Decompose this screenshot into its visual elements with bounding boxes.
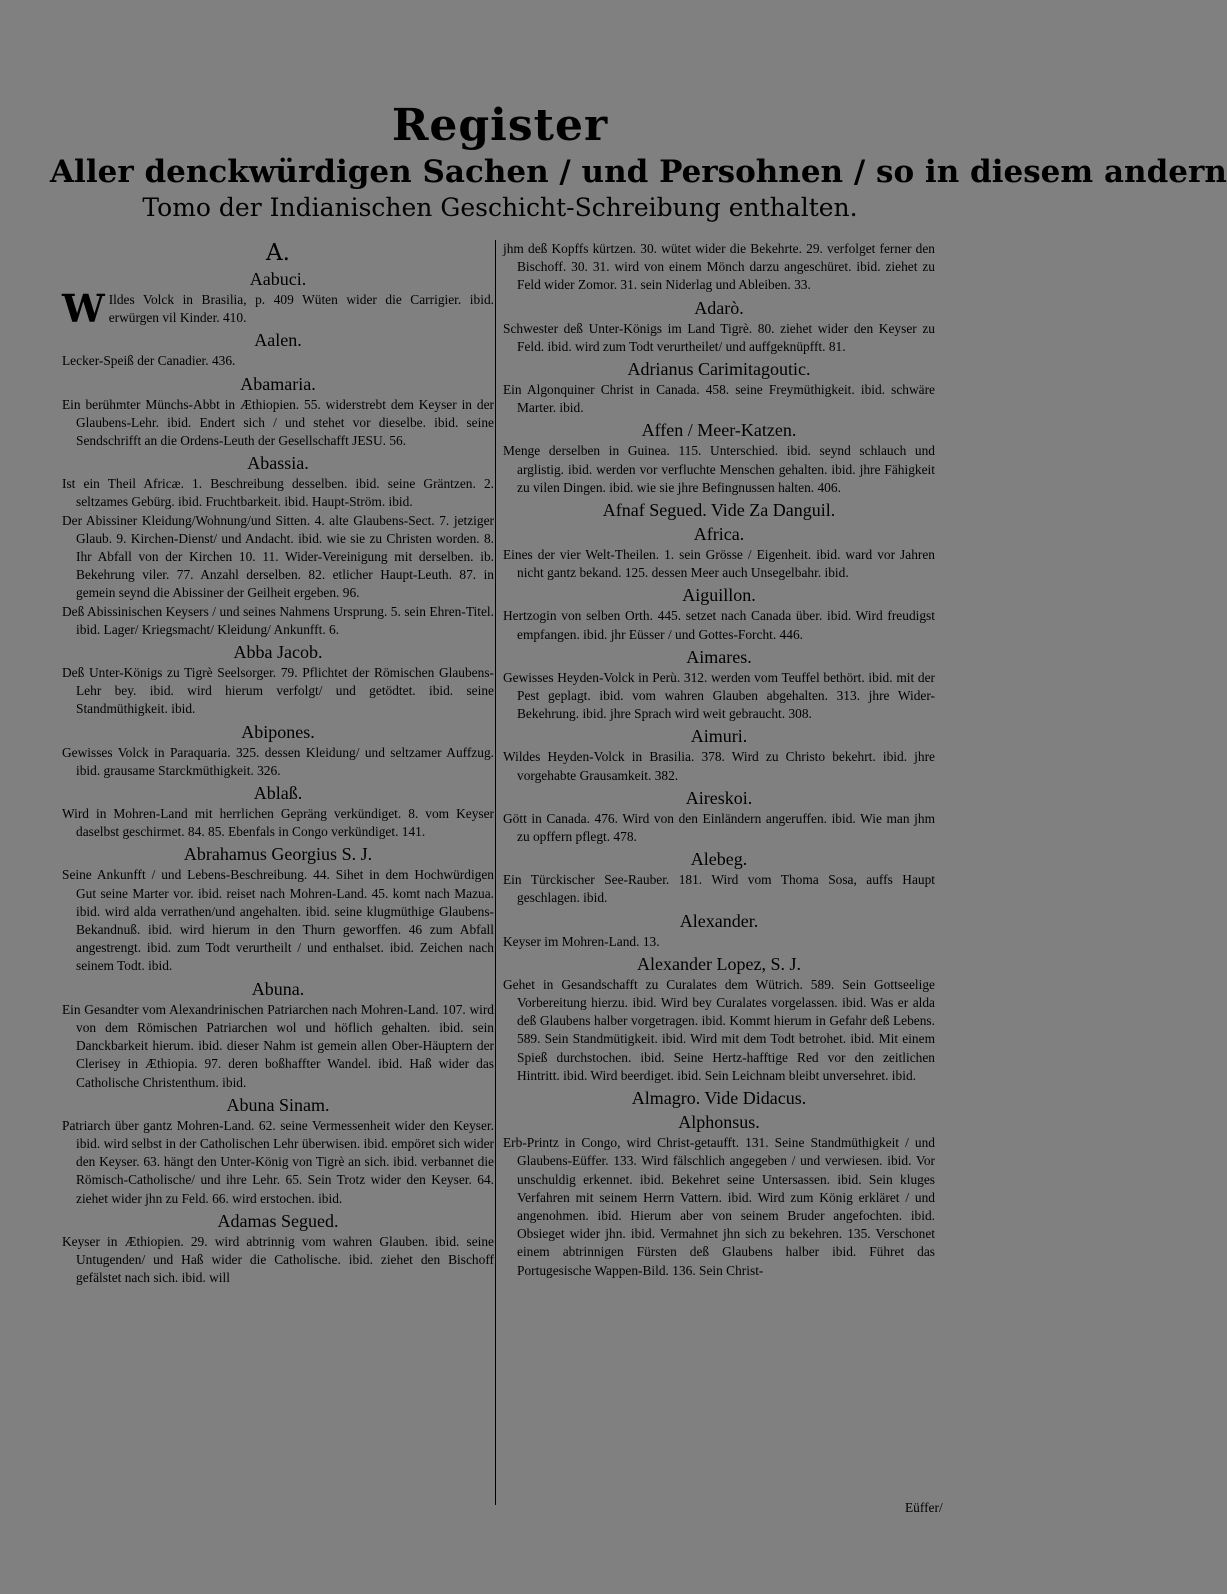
page-title: Register bbox=[391, 100, 609, 151]
catchword: Eüffer/ bbox=[905, 1500, 943, 1515]
entry-heading: Aiguillon. bbox=[682, 585, 756, 606]
register-entry bbox=[62, 782, 494, 841]
entry-text bbox=[503, 976, 935, 1085]
entry-body: Eines der vier Welt-Theilen. 1. sein Grösse / Eigenheit. ibid. ward vor Jahren nicht gantz bekand. 125. dessen Meer auch Unsegelbahr. ibid. bbox=[503, 547, 935, 581]
column-divider bbox=[495, 240, 496, 1505]
entry-heading: Adarò. bbox=[694, 297, 744, 318]
entry-body: Seine Ankunfft / und Lebens-Beschreibung. 44. Sihet in dem Hochwürdigen Gut seine Marter vor. ibid. reiset nach Mohren-Land. 45. komt nach Mazua. ibid. wird alda verrathen/und angehalten. ibid. seine klugmüthige Glaubens-Bekandnuß. ibid. wird hierum in den Thurn geworffen. 46 zum Abfall angestrengt. ibid. zum Todt verurtheilt / und enthalset. ibid. Zeichen nach seinem Todt. ibid. bbox=[62, 867, 494, 974]
entry-heading: Aireskoi. bbox=[685, 787, 753, 808]
entry-body: Ist ein Theil Africæ. 1. Beschreibung desselben. ibid. seine Gräntzen. 2. seltzames Gebürg. ibid. Fruchtbarkeit. ibid. Haupt-Ström. ibid. bbox=[62, 476, 494, 510]
register-entry bbox=[62, 452, 494, 511]
entry-text bbox=[62, 1233, 494, 1288]
title-block bbox=[50, 100, 1227, 224]
entry-text bbox=[503, 748, 935, 784]
entry-body: Wildes Heyden-Volck in Brasilia. 378. Wird zu Christo bekehrt. ibid. jhre vorgehabte Grausamkeit. 382. bbox=[503, 749, 935, 783]
register-entry bbox=[62, 603, 494, 639]
title-subline-2: Tomo der Indianischen Geschicht-Schreibung enthalten. bbox=[142, 193, 858, 222]
entry-body: Lecker-Speiß der Canadier. 436. bbox=[62, 353, 236, 369]
entry-heading: Abrahamus Georgius S. J. bbox=[183, 844, 373, 865]
register-entry bbox=[503, 499, 935, 521]
register-entry bbox=[503, 1087, 935, 1109]
drop-initial: W bbox=[62, 286, 105, 331]
entry-text bbox=[62, 603, 494, 639]
entry-text bbox=[62, 805, 494, 841]
entry-heading: Abba Jacob. bbox=[233, 642, 323, 663]
left-column bbox=[62, 240, 494, 1287]
entry-body: Menge derselben in Guinea. 115. Unterschied. ibid. seynd schlauch und arglistig. ibid. werden vor verfluchte Menschen gehalten. ibid. jhre Fähigkeit zu vilen Dingen. ibid. wie sie jhre Befingnussen halten. 406. bbox=[503, 443, 935, 495]
entry-text bbox=[62, 1117, 494, 1208]
entry-text bbox=[62, 512, 494, 603]
register-entry bbox=[503, 240, 935, 295]
entry-body: Deß Abissinischen Keysers / und seines Nahmens Ursprung. 5. sein Ehren-Titel. ibid. Lager/ Kriegsmacht/ Kleidung/ Ankunfft. 6. bbox=[62, 603, 494, 637]
entry-text bbox=[62, 866, 494, 975]
register-entry bbox=[503, 725, 935, 784]
register-entry bbox=[62, 373, 494, 451]
entry-heading: Aimares. bbox=[686, 646, 752, 667]
register-entry bbox=[62, 1094, 494, 1208]
register-entry bbox=[503, 1111, 935, 1280]
register-entry bbox=[503, 953, 935, 1085]
entry-heading: Abipones. bbox=[241, 721, 315, 742]
entry-text bbox=[503, 240, 935, 295]
register-entry bbox=[62, 268, 494, 331]
entry-heading: Aalen. bbox=[254, 330, 302, 351]
entry-body: Patriarch über gantz Mohren-Land. 62. seine Vermessenheit wider den Keyser. ibid. wird selbst in der Catholischen Lehr überwisen. ibid. empöret sich wider den Keyser. 63. hängt den Unter-König von Tigrè an sich. ibid. verbannet die Römisch-Catholische/ und ihre Lehr. 65. Sein Trotz wider den Keyser. 64. ziehet wider jhn zu Feld. 66. wird erstochen. ibid. bbox=[62, 1117, 494, 1206]
entry-text bbox=[62, 1001, 494, 1092]
entry-heading: Abuna. bbox=[251, 978, 305, 999]
entry-text bbox=[503, 442, 935, 497]
register-entry bbox=[503, 646, 935, 724]
entry-text bbox=[503, 1134, 935, 1280]
register-entry bbox=[62, 329, 494, 370]
register-entry bbox=[62, 721, 494, 780]
right-column bbox=[503, 240, 935, 1280]
entry-heading: Ablaß. bbox=[253, 783, 303, 804]
entry-text bbox=[503, 381, 935, 417]
register-entry bbox=[503, 910, 935, 951]
entry-text bbox=[62, 664, 494, 719]
entry-body: Ein Türckischer See-Rauber. 181. Wird vom Thoma Sosa, auffs Haupt geschlagen. ibid. bbox=[503, 872, 935, 906]
entry-heading: Adamas Segued. bbox=[217, 1210, 339, 1231]
entry-heading: Abuna Sinam. bbox=[226, 1094, 330, 1115]
entry-text bbox=[62, 286, 494, 331]
register-entry bbox=[503, 848, 935, 907]
entry-text bbox=[503, 810, 935, 846]
entry-body: Erb-Printz in Congo, wird Christ-getaufft. 131. Seine Standmüthigkeit / und Glaubens-Eüffer. 133. Wird fälschlich angegeben / und verwiesen. ibid. Vor unschuldig erkennet. ibid. Bekehret seine Untersassen. ibid. Sein kluges Verfahren mit seinem Herrn Vattern. ibid. Wird zum König erkläret / und angenohmen. ibid. Hierum aber von seinem Bruder angefochten. ibid. Obsieget wider jhn. ibid. Vermahnet jhn sich zu bekehren. 135. Verschonet einem abtrinnigen Fürsten deß Glaubens halber ibid. Führet das Portugesische Wappen-Bild. 136. Sein Christ- bbox=[503, 1135, 935, 1278]
register-entry bbox=[62, 843, 494, 975]
entry-heading: Afnaf Segued. Vide Za Danguil. bbox=[602, 500, 836, 521]
entry-body: Gehet in Gesandschafft zu Curalates dem Wütrich. 589. Sein Gottseelige Vorbereitung hierzu. ibid. Wird bey Curalates vorgelassen. ibid. Was er alda deß Glaubens halber vorgetragen. ibid. Kommt hierum in Gefahr deß Lebens. 589. Sein Standmütigkeit. ibid. Wird mit dem Todt betrohet. ibid. Mit einem Spieß durchstochen. ibid. Seine Hertz-hafftige Red vor den zeitlichen Hintritt. ibid. Wird beerdiget. ibid. Sein Leichnam bleibt unversehret. ibid. bbox=[503, 976, 935, 1083]
section-letter: A. bbox=[266, 240, 290, 266]
entry-heading: Abamaria. bbox=[240, 373, 316, 394]
register-entry bbox=[503, 584, 935, 643]
entry-body: Schwester deß Unter-Königs im Land Tigrè. 80. ziehet wider den Keyser zu Feld. ibid. wird zum Todt verurtheilet/ und auffgeknüpfft. 81. bbox=[503, 320, 935, 354]
entry-text bbox=[62, 352, 494, 370]
entry-body: Ein berühmter Münchs-Abbt in Æthiopien. 55. widerstrebt dem Keyser in der Glaubens-Lehr. ibid. Endert sich / und stehet vor dieselbe. ibid. seine Sendschrifft an die Ordens-Leuth der Gesellschafft JESU. 56. bbox=[62, 396, 494, 449]
entry-body: Hertzogin von selben Orth. 445. setzet nach Canada über. ibid. Wird freudigst empfangen. ibid. jhr Eüsser / und Gottes-Forcht. 446. bbox=[503, 608, 935, 642]
entry-heading: Affen / Meer-Katzen. bbox=[641, 420, 797, 441]
register-entry bbox=[62, 512, 494, 603]
entry-body: Keyser in Æthiopien. 29. wird abtrinnig vom wahren Glauben. ibid. seine Untugenden/ und Haß wider die Catholische. ibid. ziehet den Bischoff gefälstet nach sich. ibid. will bbox=[62, 1233, 494, 1286]
entry-body: Ildes Volck in Brasilia, p. 409 Wüten wider die Carrigier. ibid. erwürgen vil Kinder. 410. bbox=[108, 292, 494, 326]
entry-heading: Almagro. Vide Didacus. bbox=[631, 1088, 807, 1109]
entry-heading: Africa. bbox=[693, 524, 745, 545]
entry-text bbox=[503, 669, 935, 724]
register-entry bbox=[62, 1210, 494, 1288]
entry-body: jhm deß Kopffs kürtzen. 30. wütet wider die Bekehrte. 29. verfolget ferner den Bischoff. 30. 31. wird von einem Mönch darzu angeschüret. ibid. ziehet zu Feld wider Zomor. 31. sein Niderlag und Ableiben. 33. bbox=[503, 241, 935, 293]
register-entry bbox=[503, 358, 935, 417]
entry-body: Ein Gesandter vom Alexandrinischen Patriarchen nach Mohren-Land. 107. wird von dem Römischen Patriarchen wol und höflich gehalten. ibid. sein Danckbarkeit hierum. ibid. dieser Nahm ist gemein allen Ober-Häuptern der Clerisey in Æthiopia. 97. deren boßhaffter Wandel. ibid. Haß wider das Catholische Christenthum. ibid. bbox=[62, 1001, 494, 1090]
entry-heading: Alphonsus. bbox=[678, 1112, 760, 1133]
entry-body: Deß Unter-Königs zu Tigrè Seelsorger. 79. Pflichtet der Römischen Glaubens-Lehr bey. ibid. wird hierum verfolgt/ und getödtet. ibid. seine Standmüthigkeit. ibid. bbox=[62, 665, 494, 717]
entry-body: Gött in Canada. 476. Wird von den Einländern angeruffen. ibid. Wie man jhm zu opffern pflegt. 478. bbox=[503, 810, 935, 845]
entry-body: Ein Algonquiner Christ in Canada. 458. seine Freymüthigkeit. ibid. schwäre Marter. ibid. bbox=[503, 382, 935, 416]
entry-body: Gewisses Heyden-Volck in Perù. 312. werden vom Teuffel bethört. ibid. mit der Pest geplagt. ibid. vom wahren Glauben abgehalten. 313. jhre Wider-Bekehrung. ibid. jhre Sprach wird weit gebraucht. 308. bbox=[503, 669, 935, 722]
entry-text bbox=[503, 871, 935, 907]
register-entry bbox=[503, 523, 935, 582]
title-subline-1: Aller denckwürdigen Sachen / und Persohnen / so in diesem andern bbox=[50, 154, 1227, 190]
entry-heading: Alebeg. bbox=[690, 849, 748, 870]
register-entry bbox=[62, 641, 494, 719]
entry-heading: Alexander Lopez, S. J. bbox=[637, 953, 801, 974]
entry-text bbox=[503, 607, 935, 643]
register-entry bbox=[503, 787, 935, 846]
register-entry bbox=[503, 297, 935, 356]
entry-text bbox=[503, 546, 935, 582]
entry-heading: Adrianus Carimitagoutic. bbox=[627, 359, 811, 380]
entry-heading: Aimuri. bbox=[690, 726, 748, 747]
entry-body: Der Abissiner Kleidung/Wohnung/und Sitten. 4. alte Glaubens-Sect. 7. jetziger Glaub. 9. Kirchen-Dienst/ und Andacht. ibid. wie sie zu Christen worden. 8. Ihr Abfall von der Kirchen 10. 11. Wider-Vereinigung mit derselben. ib. Bekehrung viler. 77. Anzahl derselben. 82. etlicher Haupt-Leuth. 87. in gemein seynd die Abissiner der Geilheit ergeben. 96. bbox=[62, 512, 494, 601]
entry-heading: Alexander. bbox=[679, 910, 759, 931]
entry-text bbox=[62, 396, 494, 451]
entry-body: Keyser im Mohren-Land. 13. bbox=[503, 933, 660, 949]
entry-heading: Aabuci. bbox=[249, 269, 307, 289]
entry-body: Wird in Mohren-Land mit herrlichen Gepräng verkündiget. 8. vom Keyser daselbst geschirmet. 84. 85. Ebenfals in Congo verkündiget. 141. bbox=[62, 806, 494, 840]
entry-text bbox=[62, 744, 494, 780]
entry-text bbox=[503, 320, 935, 356]
register-entry bbox=[62, 978, 494, 1092]
entry-text bbox=[503, 933, 935, 951]
register-entry bbox=[503, 419, 935, 497]
entry-heading: Abassia. bbox=[247, 453, 309, 474]
entry-text bbox=[62, 475, 494, 511]
entry-body: Gewisses Volck in Paraquaria. 325. dessen Kleidung/ und seltzamer Auffzug. ibid. grausame Starckmüthigkeit. 326. bbox=[62, 744, 494, 778]
